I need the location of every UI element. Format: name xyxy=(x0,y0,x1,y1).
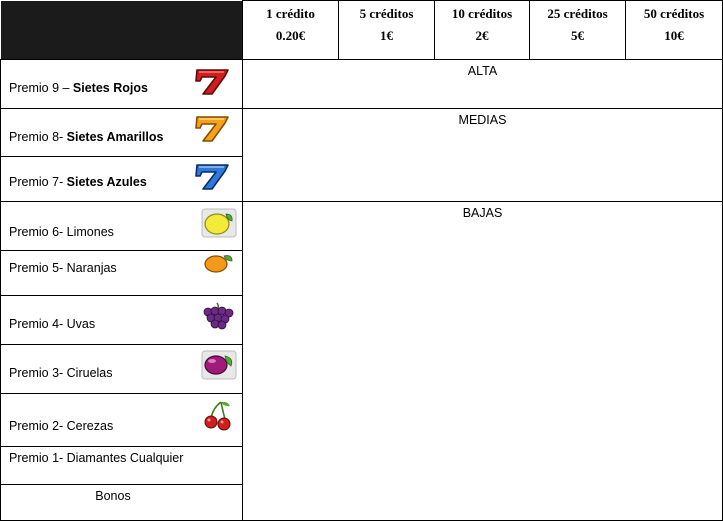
prize-2-prefix: Premio 2- xyxy=(9,419,67,433)
header-col-2-credits: 5 créditos xyxy=(359,6,414,21)
grapes-icon xyxy=(201,302,237,330)
header-col-3 xyxy=(434,0,530,60)
prize-8-name: Sietes Amarillos xyxy=(66,130,164,144)
prize-6-prefix: Premio 6- xyxy=(9,225,67,239)
header-col-5-price: 10€ xyxy=(664,28,684,43)
orange-icon xyxy=(201,251,235,275)
yellow-seven-icon xyxy=(194,114,232,144)
red-seven-icon xyxy=(194,67,232,97)
prize-6-name: Limones xyxy=(66,225,114,239)
cherries-icon xyxy=(203,400,233,432)
prize-1-name: Diamantes Cualquier xyxy=(66,451,184,465)
header-col-2-price: 1€ xyxy=(380,28,393,43)
blue-seven-icon xyxy=(194,162,232,192)
prize-row-8 xyxy=(0,108,243,157)
prize-3-name: Ciruelas xyxy=(66,366,113,380)
bonos-row xyxy=(0,484,243,521)
prize-row-7 xyxy=(0,156,243,202)
prize-9-prefix: Premio 9 – xyxy=(9,81,73,95)
tier-bajas-label: BAJAS xyxy=(462,206,503,220)
tier-alta-label: ALTA xyxy=(467,64,498,78)
tier-medias xyxy=(242,108,723,202)
header-col-4 xyxy=(529,0,626,60)
header-col-4-price: 5€ xyxy=(571,28,584,43)
header-col-2 xyxy=(338,0,435,60)
prize-2-name: Cerezas xyxy=(66,419,114,433)
prize-4-name: Uvas xyxy=(66,317,96,331)
prize-9-name: Sietes Rojos xyxy=(72,81,148,95)
prize-7-prefix: Premio 7- xyxy=(9,175,67,189)
header-col-3-price: 2€ xyxy=(475,28,489,43)
tier-alta xyxy=(242,59,723,109)
plum-icon xyxy=(201,350,237,380)
prize-5-prefix: Premio 5- xyxy=(9,261,67,275)
prize-row-9 xyxy=(0,59,243,109)
prize-8-prefix: Premio 8- xyxy=(9,130,67,144)
header-col-3-credits: 10 créditos xyxy=(451,6,513,21)
prize-7-name: Sietes Azules xyxy=(66,175,147,189)
prize-1-prefix: Premio 1- xyxy=(9,451,67,465)
tier-medias-label: MEDIAS xyxy=(458,113,507,127)
prize-row-1 xyxy=(0,446,243,485)
lemon-icon xyxy=(201,208,237,238)
prize-row-2 xyxy=(0,393,243,447)
prize-row-3 xyxy=(0,344,243,394)
prize-row-6 xyxy=(0,201,243,251)
header-col-1 xyxy=(242,0,339,60)
header-corner xyxy=(1,1,242,59)
header-col-4-credits: 25 créditos xyxy=(547,6,608,21)
tier-bajas xyxy=(242,201,723,521)
header-col-5 xyxy=(625,0,723,60)
header-col-1-price: 0.20€ xyxy=(275,28,306,43)
prize-row-4 xyxy=(0,295,243,345)
header-col-5-credits: 50 créditos xyxy=(643,6,705,21)
prize-3-prefix: Premio 3- xyxy=(9,366,67,380)
bonos-label: Bonos xyxy=(95,489,131,503)
prize-row-5 xyxy=(0,250,243,296)
prize-5-name: Naranjas xyxy=(66,261,117,275)
prize-4-prefix: Premio 4- xyxy=(9,317,67,331)
header-col-1-credits: 1 crédito xyxy=(266,6,315,21)
